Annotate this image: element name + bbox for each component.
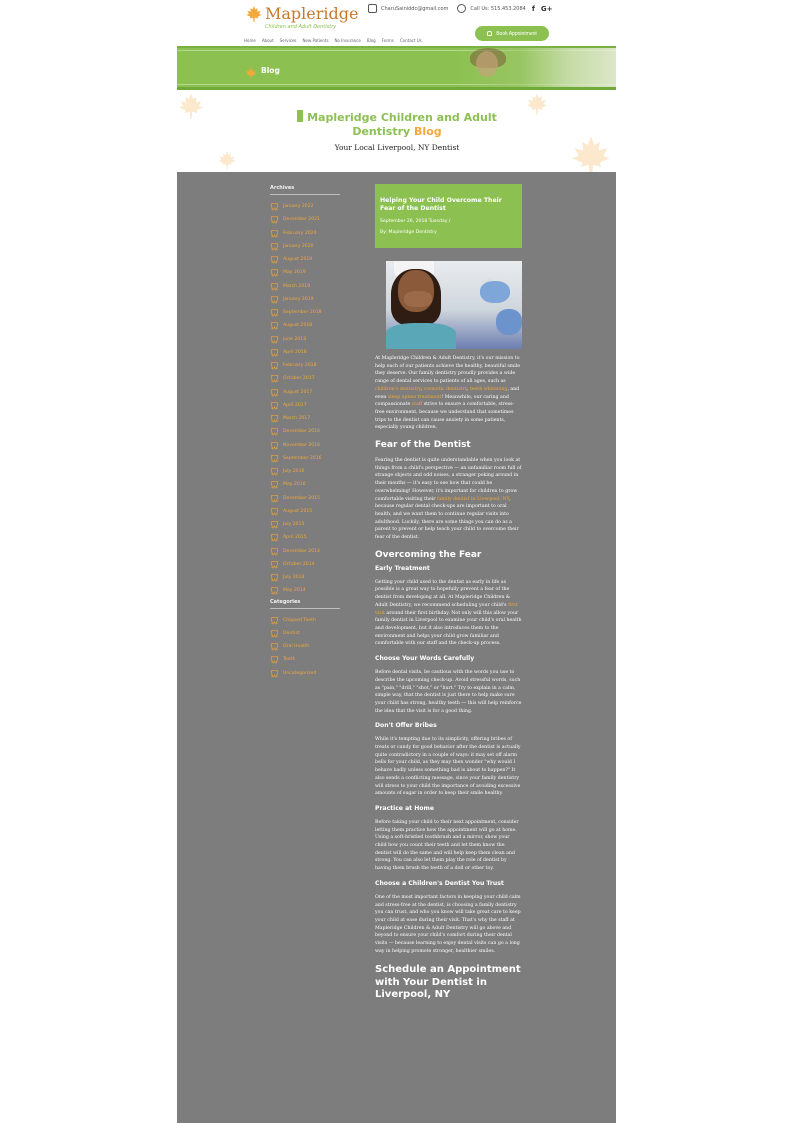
archive-link-march-2019[interactable] xyxy=(270,280,340,293)
tooth-bullet-icon xyxy=(270,494,279,503)
heading-bribes: Don't Offer Bribes xyxy=(375,722,437,730)
category-link-label: Teeth xyxy=(283,657,296,663)
nav-contact-us[interactable]: Contact Us xyxy=(399,38,422,43)
category-link-dentist[interactable] xyxy=(270,627,340,640)
tooth-bullet-icon xyxy=(270,427,279,436)
tooth-bullet-icon xyxy=(270,348,279,357)
heading-trust: Choose a Children's Dentist You Trust xyxy=(375,879,504,887)
staff-link[interactable]: staff xyxy=(411,402,423,408)
tooth-bullet-icon xyxy=(270,295,279,304)
google-plus-icon[interactable]: G+ xyxy=(540,4,553,13)
post-paragraph: One of the most important factors in keeping your child calm and stress-free at the dentist, is choosing a family dentistry you can trust, and who you know will take great care to keep your child at ease during their visit. That's why the staff at Mapleridge Children & Adult Dentistry will go above and beyond to ensure your child's comfort during their dental visits — because learning to enjoy dental visits can go a long way in helping promote stronger, healthier smiles. xyxy=(375,894,521,954)
archive-link-label: December 2016 xyxy=(283,429,320,435)
archive-link-april-2017[interactable] xyxy=(270,399,340,412)
category-link-label: Uncategorized xyxy=(283,670,317,676)
archives-list xyxy=(270,200,340,598)
archive-link-october-2017[interactable] xyxy=(270,372,340,385)
archive-link-label: December 2015 xyxy=(283,495,320,501)
heading-practice: Practice at Home xyxy=(375,804,434,812)
first-visit-link[interactable]: first visit xyxy=(375,602,518,616)
decorative-leaf-icon xyxy=(525,92,549,116)
archive-link-march-2017[interactable] xyxy=(270,412,340,425)
book-appointment-label: Book Appointment xyxy=(496,30,537,37)
archive-link-label: March 2017 xyxy=(283,416,311,422)
book-appointment-button[interactable] xyxy=(475,26,549,41)
tooth-bullet-icon xyxy=(270,255,279,264)
tooth-bullet-icon xyxy=(270,321,279,330)
category-link-chipped-teeth[interactable] xyxy=(270,614,340,627)
archive-link-august-2015[interactable] xyxy=(270,505,340,518)
archive-link-label: April 2018 xyxy=(283,349,307,355)
logo-text: Mapleridge xyxy=(265,4,359,23)
phone-icon xyxy=(457,4,466,13)
email-link[interactable]: CharuSainiddc@gmail.com xyxy=(381,5,449,12)
heading-choose-words: Choose Your Words Carefully xyxy=(375,655,475,663)
archive-link-august-2019[interactable] xyxy=(270,253,340,266)
nav-new-patients[interactable]: New Patients xyxy=(302,38,329,43)
archive-link-october-2014[interactable] xyxy=(270,558,340,571)
tooth-bullet-icon xyxy=(270,586,279,595)
tooth-bullet-icon xyxy=(270,616,279,625)
tooth-bullet-icon xyxy=(270,268,279,277)
archive-link-april-2015[interactable] xyxy=(270,531,340,544)
archive-link-label: July 2014 xyxy=(283,575,305,581)
archive-link-label: January 2022 xyxy=(283,204,314,210)
banner-title: Blog xyxy=(261,66,280,75)
archive-link-july-2015[interactable] xyxy=(270,518,340,531)
tooth-bullet-icon xyxy=(270,401,279,410)
archive-link-september-2018[interactable] xyxy=(270,306,340,319)
category-link-label: Chipped Teeth xyxy=(283,617,316,623)
blog-banner xyxy=(177,46,616,90)
site-logo[interactable] xyxy=(245,4,359,30)
archive-link-label: May 2019 xyxy=(283,270,306,276)
tooth-bullet-icon xyxy=(270,480,279,489)
post-author: By: Mapleridge Dentistry xyxy=(380,230,437,235)
page-title xyxy=(297,110,497,139)
tooth-bullet-icon xyxy=(270,242,279,251)
archive-link-january-2019[interactable] xyxy=(270,293,340,306)
tooth-bullet-icon xyxy=(270,507,279,516)
post-paragraph: Fearing the dentist is quite understandable when you look at things from a child's perspective — an unfamiliar room full of strange objects and odd noises, a stranger poking around in their mouths — it's easy to see how that could be overwhelming! However, it's important for children to grow comfortable visiting their family dentist in Liverpool, NY, because regular dental check-ups are important to oral health, and we want them to continue regular visits into adulthood. Luckily, there are some things you can do as a parent to prevent or help teach your child to overcome their fear of the dentist. xyxy=(375,458,522,541)
archive-link-label: March 2019 xyxy=(283,283,311,289)
teeth-whitening-link[interactable]: teeth whitening xyxy=(469,386,508,392)
archive-link-may-2019[interactable] xyxy=(270,266,340,279)
archive-link-august-2018[interactable] xyxy=(270,319,340,332)
tooth-bullet-icon xyxy=(270,655,279,664)
tooth-icon xyxy=(487,31,492,36)
nav-services[interactable]: Services xyxy=(279,38,297,43)
archive-link-july-2016[interactable] xyxy=(270,465,340,478)
post-paragraph: Before dental visits, be cautious with the words you use to describe the upcoming check-up. Avoid stressful words, such as "pain," "drill," "shot," or "hurt." Try to explain in a calm, simple way, that the dentist is just there to help make sure your child has strong, healthy teeth — this will help reinforce the idea that the visit is for a good thing. xyxy=(375,670,522,714)
post-hero-image xyxy=(386,261,522,349)
page-title-accent: Blog xyxy=(414,125,442,138)
tooth-bullet-icon xyxy=(270,361,279,370)
decorative-leaf-icon xyxy=(569,134,613,172)
maple-leaf-icon xyxy=(245,67,257,79)
post-paragraph: While it's tempting due to its simplicity, offering bribes of treats or candy for good behavior after the dentist is actually quite contradictory in a couple of ways: it may set off alarm bells for your child, as they may then wonder "why would I behave badly unless something bad is about to happen?" It also sends a conflicting message, since your family dentistry will stress to your child the importance of avoiding excessive amounts of sugar in order to keep their smile healthy. xyxy=(375,737,521,797)
post-date: September 26, 2018 Tuesday / xyxy=(380,219,451,224)
decorative-leaf-icon xyxy=(217,150,237,170)
archive-link-label: December 2021 xyxy=(283,217,320,223)
category-link-label: Oral Health xyxy=(283,644,310,650)
family-dentist-link[interactable]: family dentist in Liverpool, NY xyxy=(436,496,510,502)
phone-link[interactable]: Call Us: 515.453.2084 xyxy=(470,5,526,12)
email-icon xyxy=(368,4,377,13)
nav-forms[interactable]: Forms xyxy=(381,38,394,43)
cosmetic-dentistry-link[interactable]: cosmetic dentistry xyxy=(423,386,467,392)
tooth-bullet-icon xyxy=(270,533,279,542)
heading-overcoming: Overcoming the Fear xyxy=(375,549,482,560)
archive-link-label: December 2014 xyxy=(283,548,320,554)
blog-post xyxy=(375,184,522,1002)
archive-link-june-2018[interactable] xyxy=(270,333,340,346)
archive-link-november-2016[interactable] xyxy=(270,439,340,452)
page-subtitle: Your Local Liverpool, NY Dentist xyxy=(334,143,460,152)
heading-fear: Fear of the Dentist xyxy=(375,440,471,451)
title-bar xyxy=(297,110,303,122)
banner-photo xyxy=(456,48,616,90)
facebook-icon[interactable]: f xyxy=(531,4,535,13)
archive-link-label: September 2016 xyxy=(283,455,322,461)
tooth-bullet-icon xyxy=(270,669,279,678)
archive-link-december-2014[interactable] xyxy=(270,545,340,558)
archive-link-label: June 2018 xyxy=(283,336,307,342)
page-title-main: Mapleridge Children and Adult Dentistry xyxy=(307,111,497,138)
categories-heading: Categories xyxy=(270,599,340,609)
tooth-bullet-icon xyxy=(270,202,279,211)
heading-schedule: Schedule an Appointment with Your Dentist in Liverpool, NY xyxy=(375,964,521,1001)
sleep-apnea-link[interactable]: sleep apnea treatment xyxy=(387,394,442,400)
tooth-bullet-icon xyxy=(270,388,279,397)
tooth-bullet-icon xyxy=(270,547,279,556)
content-area xyxy=(177,172,616,1123)
archive-link-december-2016[interactable] xyxy=(270,425,340,438)
archive-link-december-2021[interactable] xyxy=(270,213,340,226)
archive-link-label: January 2020 xyxy=(283,243,314,249)
archive-link-july-2014[interactable] xyxy=(270,571,340,584)
heading-early-treatment: Early Treatment xyxy=(375,564,430,572)
archive-link-december-2015[interactable] xyxy=(270,492,340,505)
archive-link-may-2014[interactable] xyxy=(270,584,340,597)
archives-heading: Archives xyxy=(270,185,340,195)
archive-link-may-2016[interactable] xyxy=(270,478,340,491)
nav-no-insurance[interactable]: No Insurance xyxy=(334,38,361,43)
tooth-bullet-icon xyxy=(270,629,279,638)
archive-link-label: October 2017 xyxy=(283,376,315,382)
archive-link-label: July 2016 xyxy=(283,469,305,475)
tooth-bullet-icon xyxy=(270,414,279,423)
archive-link-label: January 2019 xyxy=(283,296,314,302)
post-header-card xyxy=(375,184,522,248)
nav-blog[interactable]: Blog xyxy=(366,38,376,43)
tooth-bullet-icon xyxy=(270,642,279,651)
archive-link-label: May 2016 xyxy=(283,482,306,488)
archive-link-september-2016[interactable] xyxy=(270,452,340,465)
tooth-bullet-icon xyxy=(270,229,279,238)
tooth-bullet-icon xyxy=(270,335,279,344)
archive-link-label: April 2017 xyxy=(283,402,307,408)
tooth-bullet-icon xyxy=(270,560,279,569)
archive-link-label: August 2018 xyxy=(283,323,313,329)
main-nav xyxy=(244,38,422,43)
tooth-bullet-icon xyxy=(270,454,279,463)
categories-list xyxy=(270,614,340,680)
archive-link-label: August 2019 xyxy=(283,257,313,263)
archive-link-label: September 2018 xyxy=(283,310,322,316)
archive-link-label: August 2017 xyxy=(283,389,313,395)
archive-link-label: August 2015 xyxy=(283,508,313,514)
archive-link-label: April 2015 xyxy=(283,535,307,541)
category-link-oral-health[interactable] xyxy=(270,640,340,653)
archive-link-february-2020[interactable] xyxy=(270,227,340,240)
intro-section xyxy=(177,90,616,172)
post-paragraph: Getting your child used to the dentist as early in life as possible is a great way to hopefully prevent a fear of the dentist from developing at all. At Mapleridge Children & Adult Dentistry, we recommend scheduling your child's first visit around their first birthday. Not only will this allow your family dentist in Liverpool to examine your child's oral health and development, but it also introduces them to the environment and helps your child grow familiar and comfortable with our staff and the check-up process. xyxy=(375,579,522,647)
nav-home[interactable]: Home xyxy=(244,38,256,43)
archive-link-january-2020[interactable] xyxy=(270,240,340,253)
archive-link-label: November 2016 xyxy=(283,442,321,448)
tooth-bullet-icon xyxy=(270,308,279,317)
tooth-bullet-icon xyxy=(270,215,279,224)
archive-link-label: October 2014 xyxy=(283,561,315,567)
post-paragraph: At Mapleridge Children & Adult Dentistry, it's our mission to help each of our patients achieve the healthy, beautiful smile they deserve. Our family dentistry proudly provides a wide range of dental services to patients of all ages, such as children's dentistry, cosmetic dentistry, teeth whitening, and even sleep apnea treatment! Meanwhile, our caring and compassionate staff strive to ensure a comfortable, stress-free environment, because we understand that sometimes trips to the dentist can cause anxiety in some patients, especially young children. xyxy=(375,356,520,431)
sidebar xyxy=(270,185,340,680)
page xyxy=(177,0,616,1123)
tooth-bullet-icon xyxy=(270,282,279,291)
tooth-bullet-icon xyxy=(270,467,279,476)
post-title[interactable]: Helping Your Child Overcome Their Fear of the Dentist xyxy=(380,197,502,212)
archive-link-label: May 2014 xyxy=(283,588,306,594)
tooth-bullet-icon xyxy=(270,573,279,582)
tooth-bullet-icon xyxy=(270,374,279,383)
category-link-uncategorized[interactable] xyxy=(270,667,340,680)
archive-link-label: February 2018 xyxy=(283,363,317,369)
archive-link-january-2022[interactable] xyxy=(270,200,340,213)
childrens-dentistry-link[interactable]: children's dentistry xyxy=(375,386,421,392)
archive-link-august-2017[interactable] xyxy=(270,386,340,399)
nav-about[interactable]: About xyxy=(261,38,274,43)
decorative-leaf-icon xyxy=(177,92,205,120)
site-header xyxy=(177,0,616,47)
archive-link-label: July 2015 xyxy=(283,522,305,528)
tooth-bullet-icon xyxy=(270,520,279,529)
archive-link-february-2018[interactable] xyxy=(270,359,340,372)
category-link-teeth[interactable] xyxy=(270,653,340,666)
tooth-bullet-icon xyxy=(270,441,279,450)
logo-tagline: Children and Adult Dentistry xyxy=(265,24,337,30)
maple-leaf-logo-icon xyxy=(245,5,263,23)
contact-bar xyxy=(368,4,553,13)
category-link-label: Dentist xyxy=(283,630,300,636)
post-paragraph: Before taking your child to their next appointment, consider letting them practice how the appointment will go at home. Using a soft-bristled toothbrush and a mirror, show your child how you count their teeth and let them know the dentist will do the same and will help keep them clean and strong. You can also let them play the role of dentist by having them brush the teeth of a doll or other toy. xyxy=(375,819,519,872)
archive-link-label: February 2020 xyxy=(283,230,317,236)
archive-link-april-2018[interactable] xyxy=(270,346,340,359)
